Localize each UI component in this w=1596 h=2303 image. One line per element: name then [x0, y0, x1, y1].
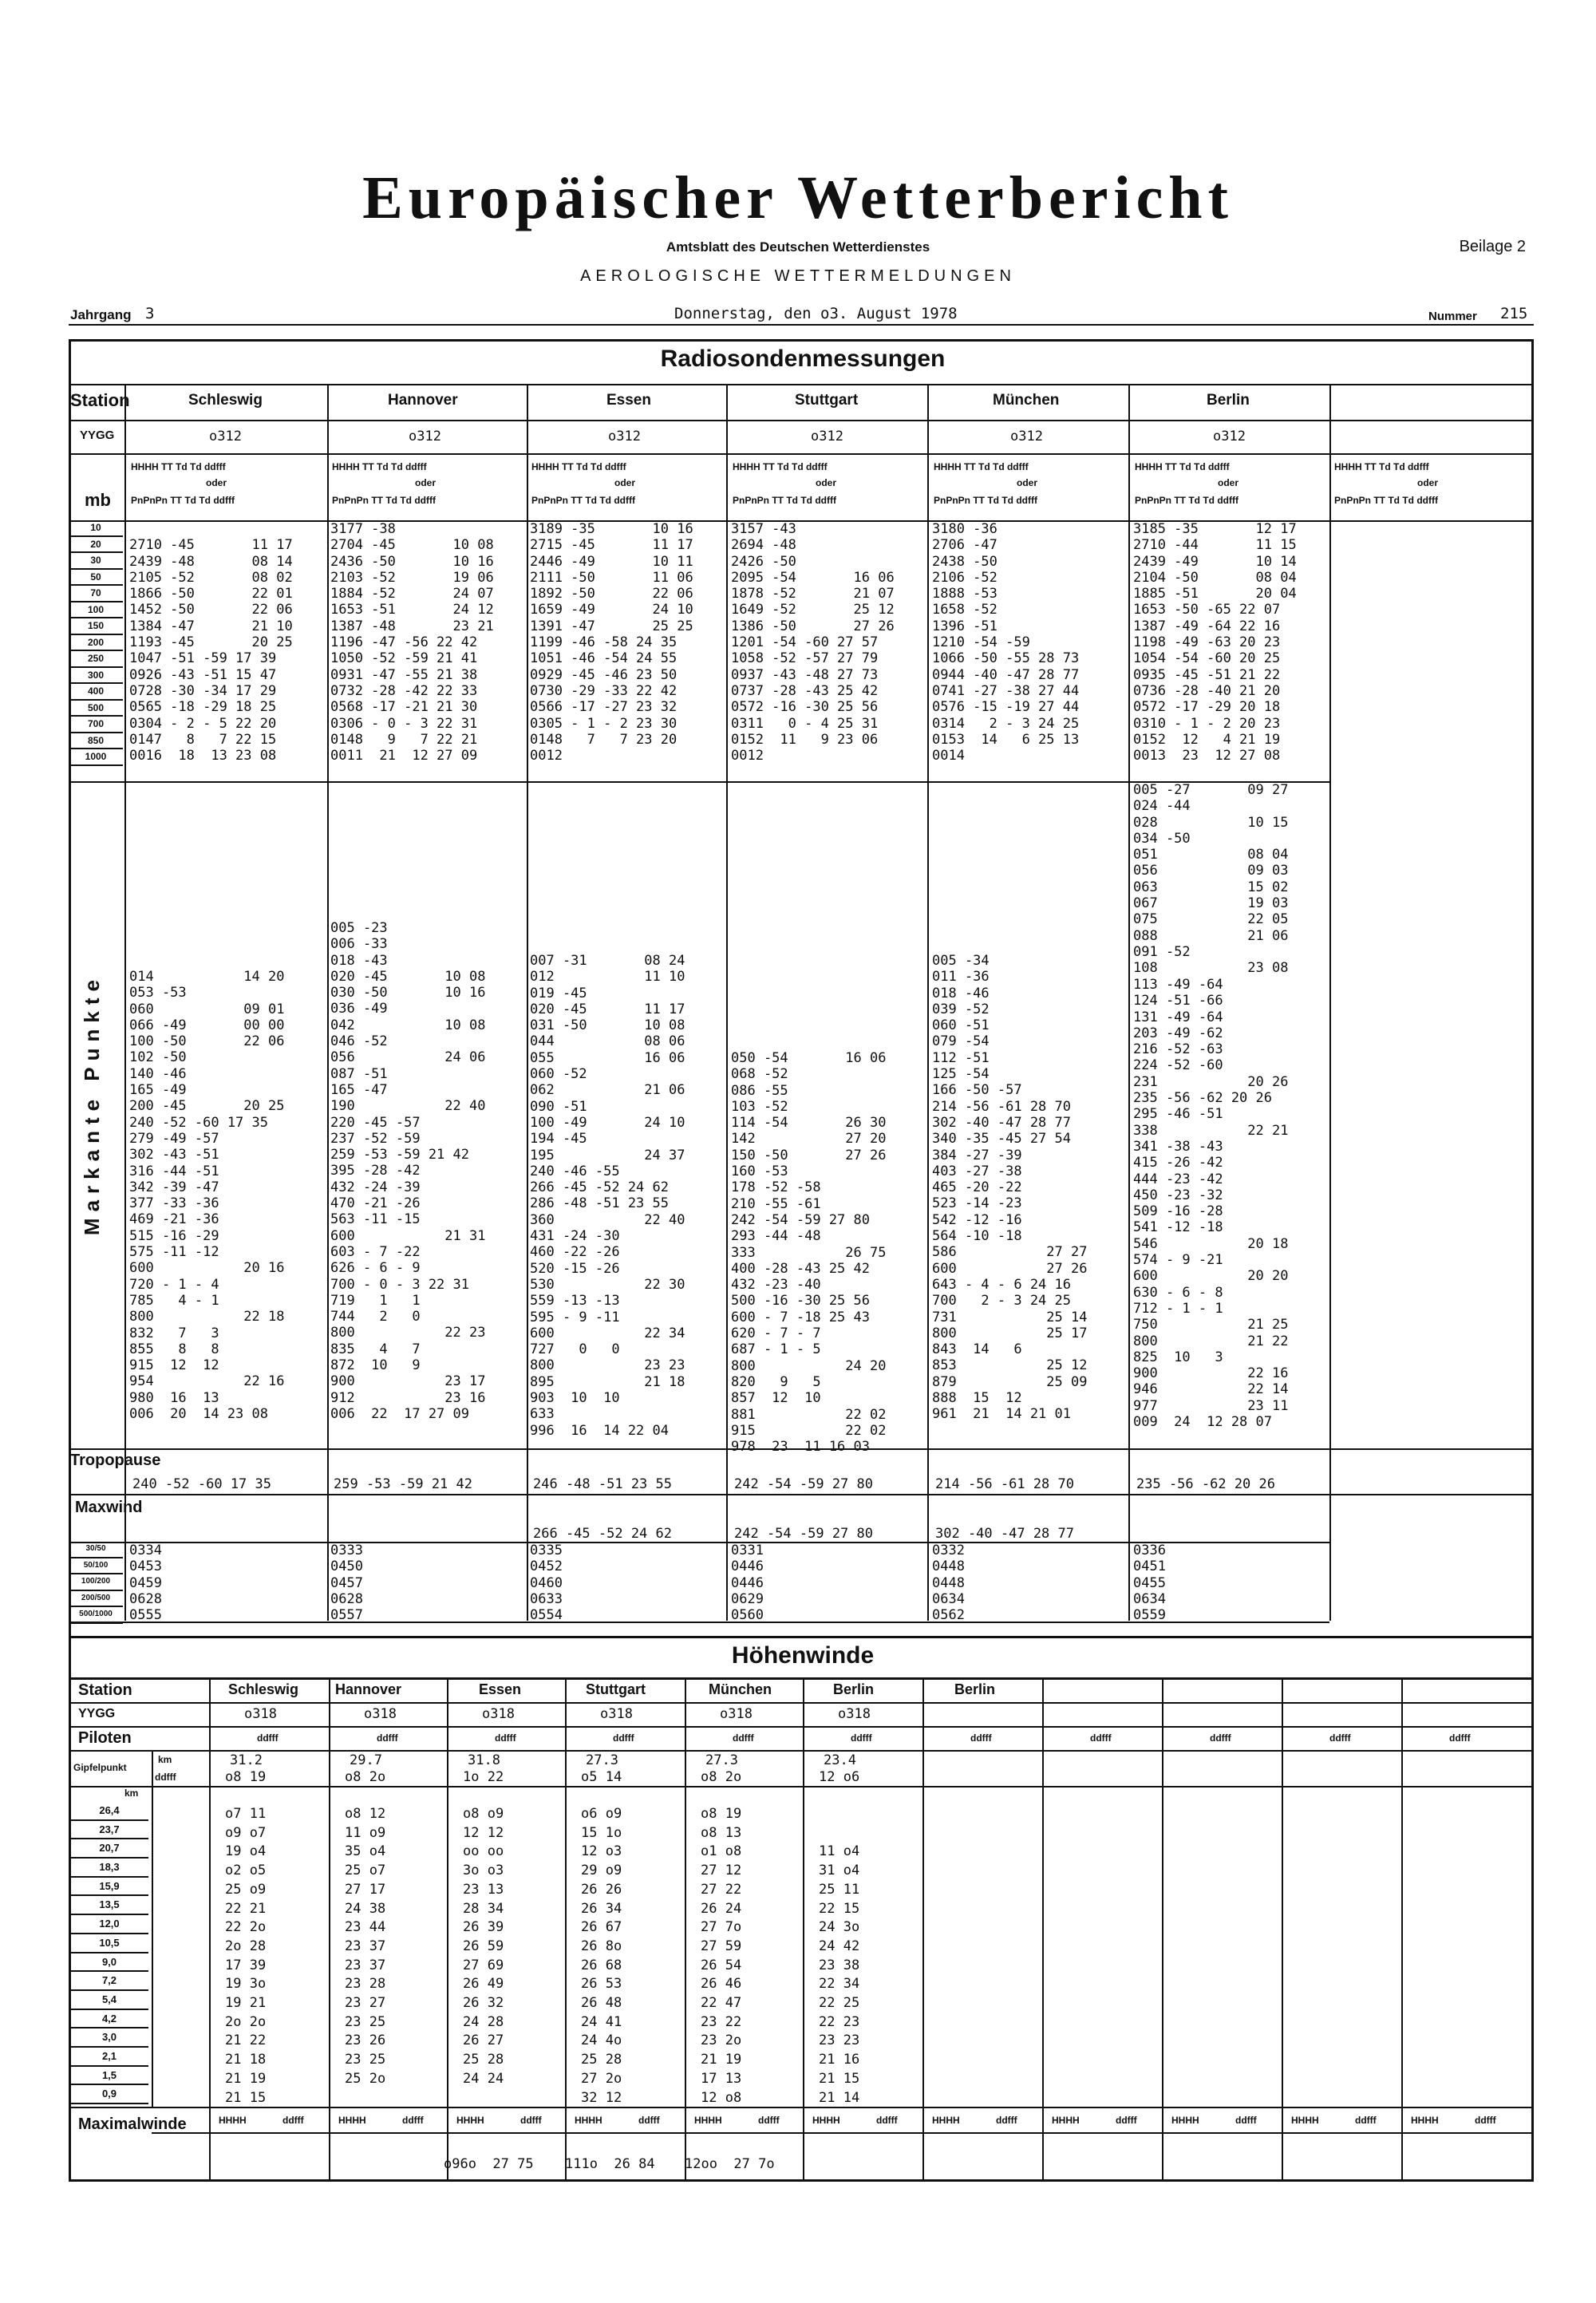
pressure-level: 850	[69, 733, 123, 750]
col-head-oder: oder	[1218, 477, 1239, 488]
km-level: 2,1	[70, 2048, 148, 2067]
km-label: km	[158, 1754, 172, 1765]
pressure-level: 500	[69, 701, 123, 717]
layer-level: 200/500	[69, 1591, 123, 1608]
tropo-value: 246 -48 -51 23 55	[533, 1476, 672, 1492]
ddfff-col-label: ddfff	[970, 1732, 992, 1744]
km-col-label: km	[124, 1787, 139, 1799]
jahrgang-label: Jahrgang	[70, 307, 132, 322]
yygg-value: o312	[811, 429, 843, 444]
hw-station-name: Berlin	[954, 1681, 996, 1697]
maximal-value: 12oo 27 7o	[685, 2156, 775, 2172]
wind-data-muenchen: o8 19 o8 13 o1 o8 27 12 27 22 26 24 27 7o 27 59 26 54 26 46 22 47 23 22 23 2o 21 19 17 13 12 o8	[701, 1806, 742, 2106]
col-head-bottom: PnPnPn TT Td Td ddfff	[733, 495, 836, 506]
gipfel-km: 31.8	[468, 1752, 500, 1768]
maxwind-value: 242 -54 -59 27 80	[734, 1526, 873, 1542]
pressure-level: 70	[69, 586, 123, 602]
km-level: 26,4	[70, 1802, 148, 1821]
ddfff-label: ddfff	[402, 2115, 424, 2126]
ddfff-label: ddfff	[996, 2115, 1017, 2126]
layer-data-muenchen: 0332 0448 0448 0634 0562	[932, 1543, 965, 1624]
marked-data-schleswig: 014 14 20 053 -53 060 09 01 066 -49 00 00 100 -50 22 06 102 -50 140 -46 165 -49 200 -45 20 25 240 -52 -60 17 35 279 -49 -57 302 -43 -51 316 -44 -51 342 -39 -47 377 -33 -36 469 -21 -36 515 -16 -29 575 -11 -12 600 20 16 720 - 1 - 4 785 4 - 1 800 22 18 832 7 3 855 8 8 915 12 12 954 22 16 980 16 13 006 20 14 23 08	[129, 969, 285, 1423]
col-head-bottom: PnPnPn TT Td Td ddfff	[1334, 495, 1438, 506]
yygg-label: YYGG	[80, 429, 115, 442]
gipfel-km: 31.2	[230, 1752, 263, 1768]
station-name: Stuttgart	[795, 392, 859, 409]
wind-data-schleswig: o7 11 o9 o7 19 o4 o2 o5 25 o9 22 21 22 2o 2o 28 17 39 19 3o 19 21 2o 2o 21 22 21 18 21 19 21 15	[225, 1806, 267, 2106]
ddfff-label: ddfff	[282, 2115, 304, 2126]
std-data-berlin: 3185 -35 12 17 2710 -44 11 15 2439 -49 10 14 2104 -50 08 04 1885 -51 20 04 1653 -50 -65 22 07 1387 -49 -64 22 16 1198 -49 -63 20 23 1054 -54 -60 20 25 0935 -45 -51 21 22 0736 -28 -40 21 20 0572 -17 -29 20 18 0310 - 1 - 2 20 23 0152 12 4 21 19 0013 23 12 27 08	[1133, 521, 1297, 764]
ddfff-col-label: ddfff	[851, 1732, 872, 1744]
ddfff-col-label: ddfff	[495, 1732, 516, 1744]
hhhh-label: HHHH	[1052, 2115, 1080, 2126]
pressure-level: 250	[69, 651, 123, 668]
ddfff-col-label: ddfff	[257, 1732, 279, 1744]
ddfff-col-label: ddfff	[1329, 1732, 1351, 1744]
pressure-level: 1000	[69, 749, 123, 766]
col-head-bottom: PnPnPn TT Td Td ddfff	[332, 495, 436, 506]
km-level: 7,2	[70, 1972, 148, 1991]
col-head-top: HHHH TT Td Td ddfff	[934, 461, 1029, 472]
tropo-value: 242 -54 -59 27 80	[734, 1476, 873, 1492]
hw-yygg: o318	[364, 1706, 397, 1722]
tropo-value: 259 -53 -59 21 42	[334, 1476, 472, 1492]
wind-data-berlin: 11 o4 31 o4 25 11 22 15 24 3o 24 42 23 38 22 34 22 25 22 23 23 23 21 16 21 15 21 14	[819, 1843, 860, 2106]
hw-yygg-label: YYGG	[78, 1707, 116, 1720]
col-head-oder: oder	[816, 477, 837, 488]
hoehenwinde-frame	[69, 1636, 1534, 2182]
ddfff-label: ddfff	[155, 1772, 176, 1783]
hoehenwinde-title: Höhenwinde	[731, 1642, 875, 1669]
hhhh-label: HHHH	[575, 2115, 602, 2126]
km-level: 10,5	[70, 1934, 148, 1953]
col-head-bottom: PnPnPn TT Td Td ddfff	[1135, 495, 1238, 506]
std-data-schleswig: 2710 -45 11 17 2439 -48 08 14 2105 -52 08 02 1866 -50 22 01 1452 -50 22 06 1384 -47 21 10 1193 -45 20 25 1047 -51 -59 17 39 0926 -43 -51 15 47 0728 -30 -34 17 29 0565 -18 -29 18 25 0304 - 2 - 5 22 20 0147 8 7 22 15 0016 18 13 23 08	[129, 537, 293, 764]
gipfel-dd: o5 14	[581, 1769, 622, 1785]
pressure-level: 300	[69, 668, 123, 685]
km-level: 18,3	[70, 1859, 148, 1878]
std-data-hannover: 3177 -38 2704 -45 10 08 2436 -50 10 16 2103 -52 19 06 1884 -52 24 07 1653 -51 24 12 1387 -48 23 21 1196 -47 -56 22 42 1050 -52 -59 21 41 0931 -47 -55 21 38 0732 -28 -42 22 33 0568 -17 -21 21 30 0306 - 0 - 3 22 31 0148 9 7 22 21 0011 21 12 27 09	[330, 521, 494, 764]
piloten-label: Piloten	[78, 1729, 132, 1747]
km-level: 1,5	[70, 2067, 148, 2086]
gipfel-dd: 12 o6	[819, 1769, 860, 1785]
pressure-level: 20	[69, 537, 123, 554]
ddfff-label: ddfff	[1355, 2115, 1377, 2126]
std-data-essen: 3189 -35 10 16 2715 -45 11 17 2446 -49 10 11 2111 -50 11 06 1892 -50 22 06 1659 -49 24 10 1391 -47 25 25 1199 -46 -58 24 35 1051 -46 -54 24 55 0929 -45 -46 23 50 0730 -29 -33 22 42 0566 -17 -27 23 32 0305 - 1 - 2 23 30 0148 7 7 23 20 0012	[530, 521, 693, 764]
ddfff-label: ddfff	[520, 2115, 542, 2126]
hhhh-label: HHHH	[1411, 2115, 1439, 2126]
marked-data-essen: 007 -31 08 24 012 11 10 019 -45 020 -45 11 17 031 -50 10 08 044 08 06 055 16 06 060 -52 062 21 06 090 -51 100 -49 24 10 194 -45 195 24 37 240 -46 -55 266 -45 -52 24 62 286 -48 -51 23 55 360 22 40 431 -24 -30 460 -22 -26 520 -15 -26 530 22 30 559 -13 -13 595 - 9 -11 600 22 34 727 0 0 800 23 23 895 21 18 903 10 10 633 996 16 14 22 04	[530, 953, 685, 1439]
marked-data-stuttgart: 050 -54 16 06 068 -52 086 -55 103 -52 114 -54 26 30 142 27 20 150 -50 27 26 160 -53 178 -52 -58 210 -55 -61 242 -54 -59 27 80 293 -44 -48 333 26 75 400 -28 -43 25 42 432 -23 -40 500 -16 -30 25 56 600 - 7 -18 25 43 620 - 7 - 7 687 - 1 - 5 800 24 20 820 9 5 857 12 10 881 22 02 915 22 02 978 23 11 16 03	[731, 1050, 887, 1456]
maxwind-value: 302 -40 -47 28 77	[935, 1526, 1074, 1542]
col-head-top: HHHH TT Td Td ddfff	[531, 461, 626, 472]
gipfel-dd: 1o 22	[463, 1769, 504, 1785]
hw-yygg: o318	[838, 1706, 871, 1722]
ddfff-label: ddfff	[876, 2115, 898, 2126]
gipfel-dd: o8 2o	[701, 1769, 742, 1785]
hhhh-label: HHHH	[932, 2115, 960, 2126]
col-head-top: HHHH TT Td Td ddfff	[1334, 461, 1429, 472]
header-rule	[69, 324, 1534, 326]
nummer-value: 215	[1500, 305, 1528, 322]
yygg-value: o312	[209, 429, 242, 444]
maximalwinde-label: Maximalwinde	[78, 2115, 187, 2133]
gipfel-dd: o8 19	[225, 1769, 267, 1785]
col-head-top: HHHH TT Td Td ddfff	[733, 461, 828, 472]
layer-level: 500/1000	[69, 1607, 123, 1624]
ddfff-col-label: ddfff	[1449, 1732, 1471, 1744]
yygg-value: o312	[1213, 429, 1246, 444]
col-head-bottom: PnPnPn TT Td Td ddfff	[131, 495, 235, 506]
col-head-oder: oder	[614, 477, 636, 488]
col-head-bottom: PnPnPn TT Td Td ddfff	[531, 495, 635, 506]
km-level: 9,0	[70, 1953, 148, 1973]
hhhh-label: HHHH	[1291, 2115, 1319, 2126]
beilage-label: Beilage 2	[1459, 238, 1526, 255]
layer-level: 100/200	[69, 1574, 123, 1591]
layer-level: 30/50	[69, 1542, 123, 1558]
pressure-level: 10	[69, 520, 123, 537]
maxwind-value: 266 -45 -52 24 62	[533, 1526, 672, 1542]
pressure-levels	[69, 520, 123, 766]
hw-yygg: o318	[482, 1706, 515, 1722]
pressure-level: 100	[69, 602, 123, 619]
hhhh-label: HHHH	[1171, 2115, 1199, 2126]
layer-levels	[69, 1542, 123, 1624]
col-head-oder: oder	[1417, 477, 1439, 488]
station-name: München	[993, 392, 1060, 409]
km-level: 3,0	[70, 2028, 148, 2048]
tropo-value: 240 -52 -60 17 35	[132, 1476, 271, 1492]
pressure-level: 400	[69, 684, 123, 701]
date-line: Donnerstag, den o3. August 1978	[674, 305, 958, 322]
col-head-bottom: PnPnPn TT Td Td ddfff	[934, 495, 1037, 506]
marked-data-berlin-top: 005 -27 09 27 024 -44 028 10 15 034 -50 051 08 04 056 09 03 063 15 02 067 19 03 075 22 05 088 21 06 091 -52 108 23 08	[1133, 782, 1289, 977]
hhhh-label: HHHH	[338, 2115, 366, 2126]
station-name: Essen	[606, 392, 651, 409]
subtitle: AEROLOGISCHE WETTERMELDUNGEN	[580, 267, 1016, 285]
ddfff-label: ddfff	[1235, 2115, 1257, 2126]
layer-data-essen: 0335 0452 0460 0633 0554	[530, 1543, 563, 1624]
station-name: Hannover	[388, 392, 458, 409]
hhhh-label: HHHH	[219, 2115, 247, 2126]
layer-data-schleswig: 0334 0453 0459 0628 0555	[129, 1543, 162, 1624]
amtsblatt-line: Amtsblatt des Deutschen Wetterdienstes	[666, 239, 930, 255]
std-data-muenchen: 3180 -36 2706 -47 2438 -50 2106 -52 1888 -53 1658 -52 1396 -51 1210 -54 -59 1066 -50 -55 28 73 0944 -40 -47 28 77 0741 -27 -38 27 44 0576 -15 -19 27 44 0314 2 - 3 24 25 0153 14 6 25 13 0014	[932, 521, 1080, 764]
ddfff-label: ddfff	[638, 2115, 660, 2126]
maxwind-label: Maxwind	[75, 1499, 143, 1516]
ddfff-col-label: ddfff	[1210, 1732, 1231, 1744]
marked-points-label: Markante Punkte	[80, 974, 104, 1236]
tropo-value: 235 -56 -62 20 26	[1136, 1476, 1275, 1492]
ddfff-col-label: ddfff	[733, 1732, 754, 1744]
pressure-level: 50	[69, 570, 123, 587]
page-title: Europäischer Wetterbericht	[362, 164, 1234, 231]
hw-yygg: o318	[600, 1706, 633, 1722]
tropopause-label: Tropopause	[70, 1452, 161, 1469]
ddfff-col-label: ddfff	[613, 1732, 634, 1744]
wind-data-hannover: o8 12 11 o9 35 o4 25 o7 27 17 24 38 23 44 23 37 23 37 23 28 23 27 23 25 23 26 23 25 25 2o	[345, 1806, 386, 2087]
col-head-top: HHHH TT Td Td ddfff	[332, 461, 427, 472]
km-level: 23,7	[70, 1821, 148, 1840]
station-name: Berlin	[1207, 392, 1250, 409]
gipfel-km: 27.3	[705, 1752, 738, 1768]
wind-data-stuttgart: o6 o9 15 1o 12 o3 29 o9 26 26 26 34 26 67 26 8o 26 68 26 53 26 48 24 41 24 4o 25 28 27 2o 32 12	[581, 1806, 622, 2106]
gipfel-label: Gipfelpunkt	[73, 1762, 127, 1773]
yygg-value: o312	[409, 429, 441, 444]
layer-level: 50/100	[69, 1558, 123, 1575]
hw-yygg: o318	[720, 1706, 753, 1722]
yygg-value: o312	[1010, 429, 1043, 444]
km-levels	[70, 1802, 148, 2104]
hw-station-name: Essen	[479, 1681, 522, 1697]
hw-station-name: Hannover	[335, 1681, 402, 1697]
wind-data-essen: o8 o9 12 12 oo oo 3o o3 23 13 28 34 26 39 26 59 27 69 26 49 26 32 24 28 26 27 25 28 24 24	[463, 1806, 504, 2087]
std-data-stuttgart: 3157 -43 2694 -48 2426 -50 2095 -54 16 06 1878 -52 21 07 1649 -52 25 12 1386 -50 27 26 1201 -54 -60 27 57 1058 -52 -57 27 79 0937 -43 -48 27 73 0737 -28 -43 25 42 0572 -16 -30 25 56 0311 0 - 4 25 31 0152 11 9 23 06 0012	[731, 521, 895, 764]
ddfff-col-label: ddfff	[377, 1732, 398, 1744]
station-label: Station	[70, 390, 130, 410]
maximal-value: o96o 27 75	[444, 2156, 534, 2172]
gipfel-dd: o8 2o	[345, 1769, 386, 1785]
ddfff-label: ddfff	[1475, 2115, 1496, 2126]
layer-data-berlin: 0336 0451 0455 0634 0559	[1133, 1543, 1166, 1624]
hhhh-label: HHHH	[812, 2115, 840, 2126]
col-head-top: HHHH TT Td Td ddfff	[131, 461, 226, 472]
hw-station-label: Station	[78, 1681, 132, 1699]
ddfff-col-label: ddfff	[1090, 1732, 1112, 1744]
station-name: Schleswig	[188, 392, 263, 409]
col-head-oder: oder	[206, 477, 227, 488]
km-level: 15,9	[70, 1878, 148, 1897]
col-head-oder: oder	[415, 477, 437, 488]
layer-data-hannover: 0333 0450 0457 0628 0557	[330, 1543, 363, 1624]
gipfel-km: 29.7	[350, 1752, 382, 1768]
jahrgang-value: 3	[145, 305, 155, 322]
col-head-oder: oder	[1017, 477, 1038, 488]
km-level: 4,2	[70, 2010, 148, 2029]
hhhh-label: HHHH	[456, 2115, 484, 2126]
pressure-level: 30	[69, 553, 123, 570]
hhhh-label: HHHH	[694, 2115, 722, 2126]
mb-label: mb	[85, 490, 111, 510]
gipfel-km: 23.4	[824, 1752, 856, 1768]
km-level: 12,0	[70, 1915, 148, 1934]
ddfff-label: ddfff	[1116, 2115, 1137, 2126]
col-head-top: HHHH TT Td Td ddfff	[1135, 461, 1230, 472]
tropo-value: 214 -56 -61 28 70	[935, 1476, 1074, 1492]
radiosonde-title: Radiosondenmessungen	[660, 346, 946, 372]
gipfel-km: 27.3	[586, 1752, 618, 1768]
marked-data-berlin: 113 -49 -64 124 -51 -66 131 -49 -64 203 -49 -62 216 -52 -63 224 -52 -60 231 20 26 235 -56 -62 20 26 295 -46 -51 338 22 21 341 -38 -43 415 -26 -42 444 -23 -42 450 -23 -32 509 -16 -28 541 -12 -18 546 20 18 574 - 9 -21 600 20 20 630 - 6 - 8 712 - 1 - 1 750 21 25 800 21 22 825 10 3 900 22 16 946 22 14 977 23 11 009 24 12 28 07	[1133, 977, 1289, 1431]
hw-station-name: Stuttgart	[586, 1681, 646, 1697]
km-level: 13,5	[70, 1896, 148, 1915]
km-level: 0,9	[70, 2085, 148, 2104]
marked-data-hannover: 005 -23 006 -33 018 -43 020 -45 10 08 030 -50 10 16 036 -49 042 10 08 046 -52 056 24 06 087 -51 165 -47 190 22 40 220 -45 -57 237 -52 -59 259 -53 -59 21 42 395 -28 -42 432 -24 -39 470 -21 -26 563 -11 -15 600 21 31 603 - 7 -22 626 - 6 - 9 700 - 0 - 3 22 31 719 1 1 744 2 0 800 22 23 835 4 7 872 10 9 900 23 17 912 23 16 006 22 17 27 09	[330, 920, 486, 1422]
ddfff-label: ddfff	[758, 2115, 780, 2126]
nummer-label: Nummer	[1428, 310, 1477, 323]
km-level: 20,7	[70, 1839, 148, 1859]
hw-station-name: Berlin	[833, 1681, 875, 1697]
yygg-value: o312	[608, 429, 641, 444]
layer-data-stuttgart: 0331 0446 0446 0629 0560	[731, 1543, 764, 1624]
maximal-value: 111o 26 84	[565, 2156, 655, 2172]
pressure-level: 150	[69, 618, 123, 635]
km-level: 5,4	[70, 1991, 148, 2010]
hw-yygg: o318	[244, 1706, 277, 1722]
marked-data-muenchen: 005 -34 011 -36 018 -46 039 -52 060 -51 079 -54 112 -51 125 -54 166 -50 -57 214 -56 -61 28 70 302 -40 -47 28 77 340 -35 -45 27 54 384 -27 -39 403 -27 -38 465 -20 -22 523 -14 -23 542 -12 -16 564 -10 -18 586 27 27 600 27 26 643 - 4 - 6 24 16 700 2 - 3 24 25 731 25 14 800 25 17 843 14 6 853 25 12 879 25 09 888 15 12 961 21 14 21 01	[932, 953, 1088, 1423]
hw-station-name: München	[709, 1681, 772, 1697]
pressure-level: 700	[69, 717, 123, 733]
pressure-level: 200	[69, 635, 123, 652]
hw-station-name: Schleswig	[228, 1681, 299, 1697]
